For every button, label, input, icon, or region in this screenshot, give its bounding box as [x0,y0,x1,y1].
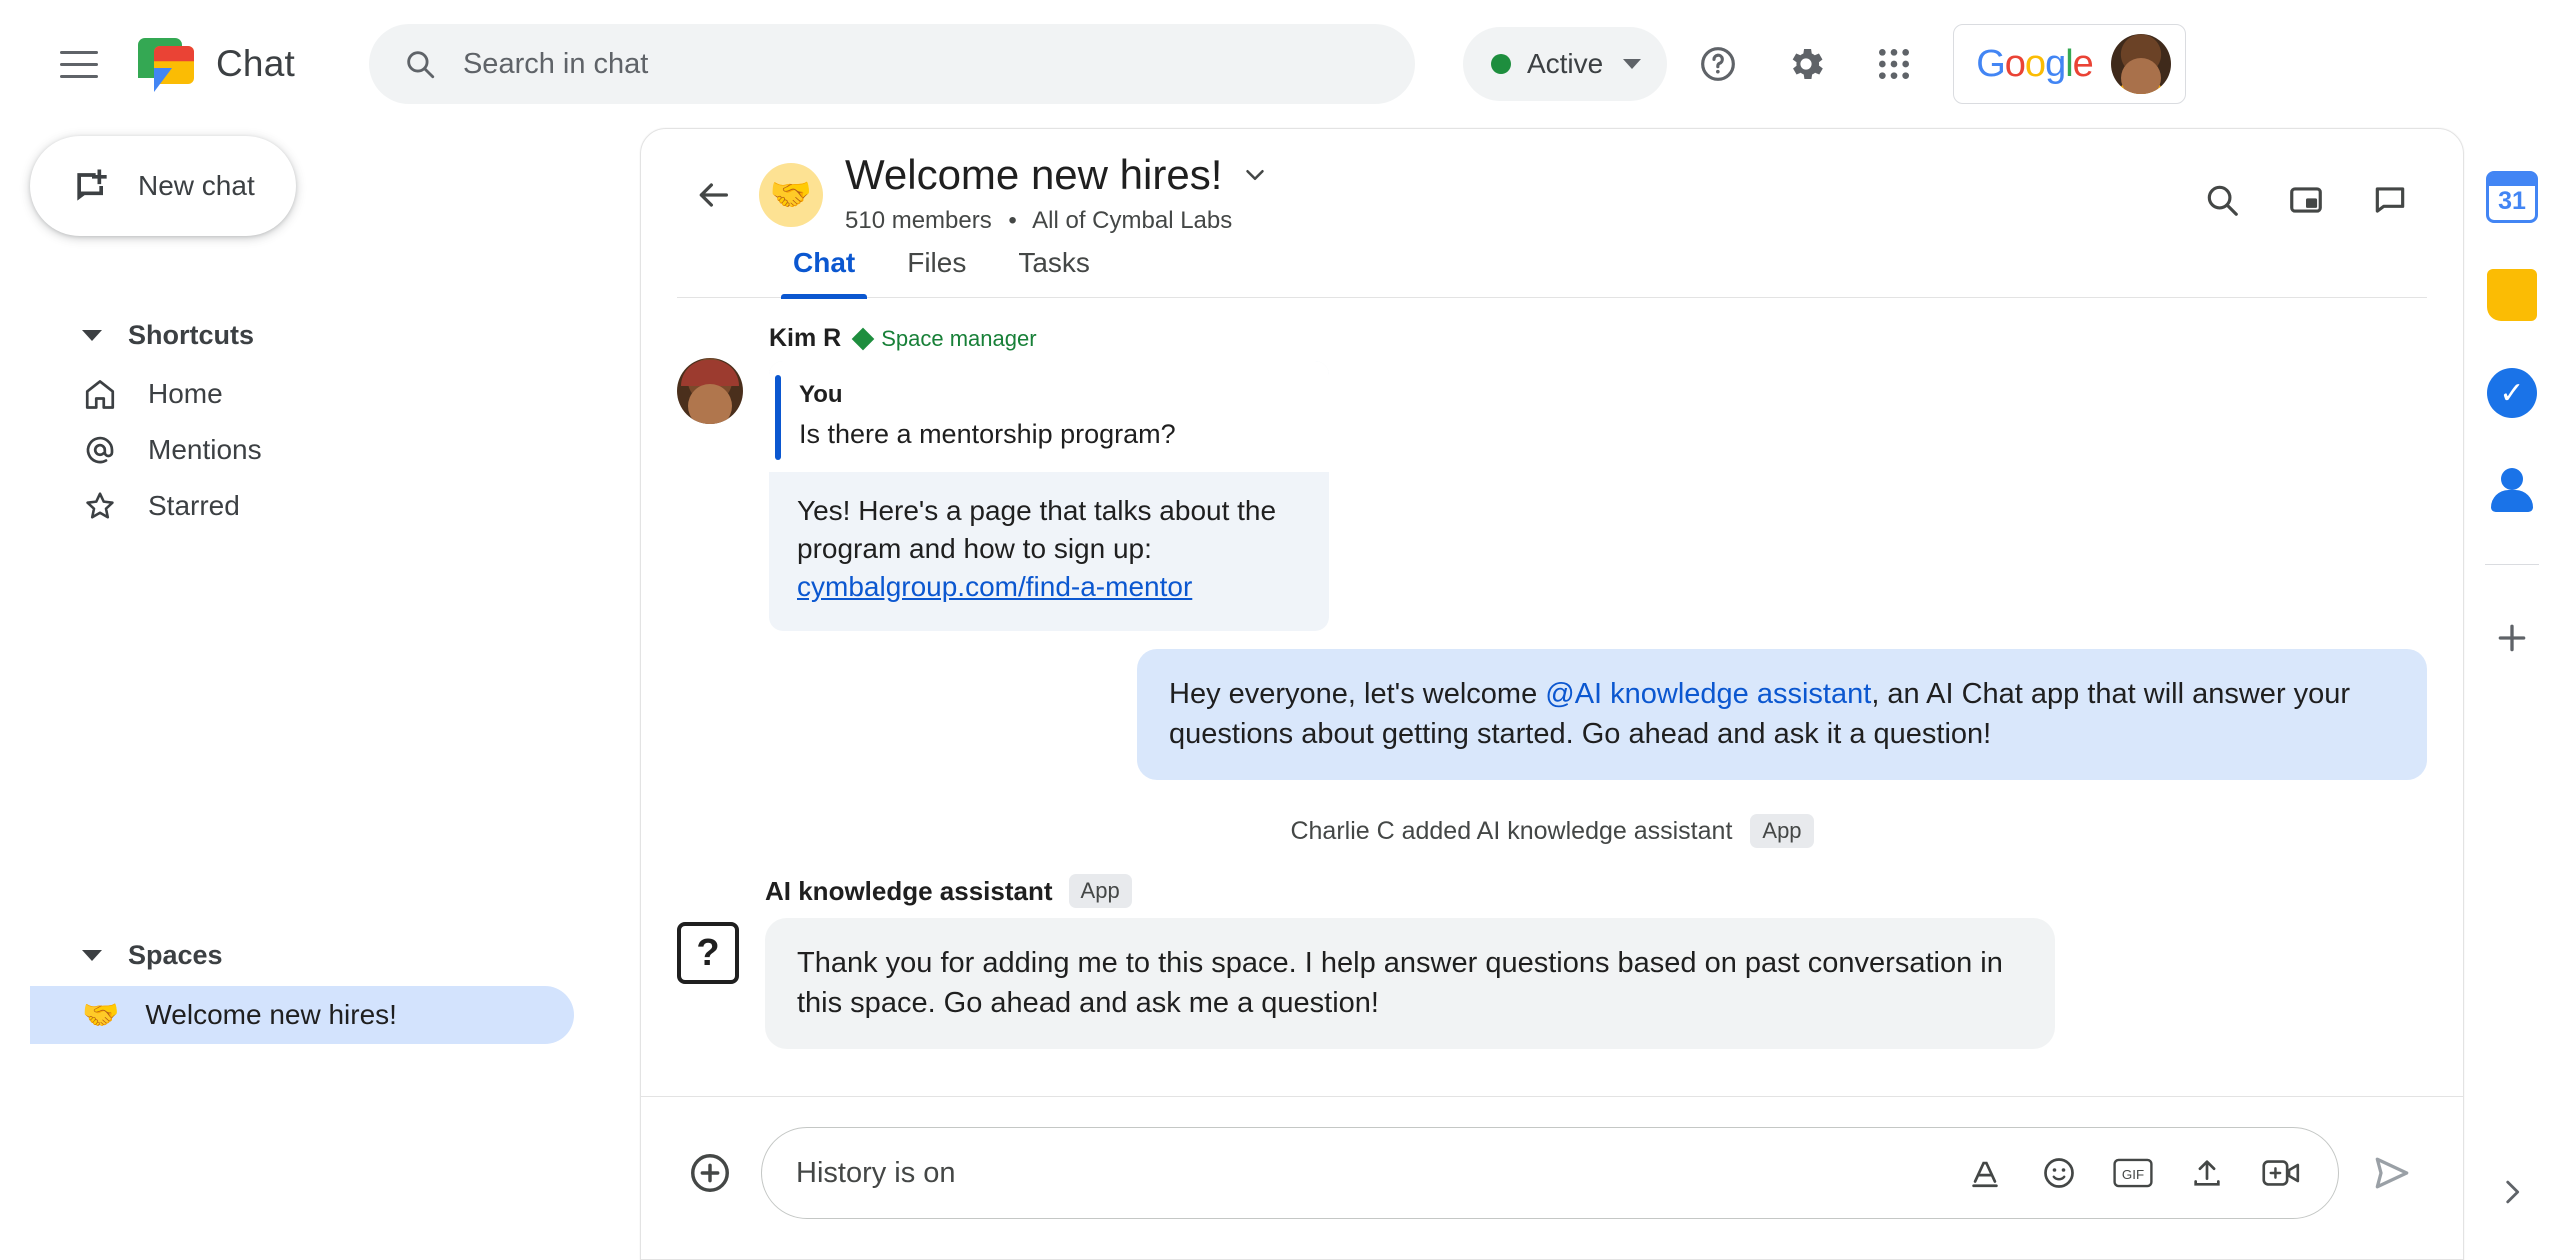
tab-files[interactable]: Files [907,247,967,278]
body [0,128,2560,1260]
system-message-text: Charlie C added AI knowledge assistant [1290,816,1733,845]
chat-logo-icon [138,38,194,90]
quote-reply-text: Yes! Here's a page that talks about the program and how to sign up: [797,495,1277,564]
message-ai-knowledge-assistant [677,874,2427,1049]
tab-tasks[interactable]: Tasks [1018,247,1090,278]
space-avatar: 🤝 [759,163,823,227]
conversation-panel [640,128,2464,1260]
format-text-icon [1968,1156,2002,1190]
sidebar-item-mentions-label: Mentions [148,434,262,465]
quoted-message-card [769,361,1329,631]
contacts-icon [2487,466,2537,516]
sidebar-item-home-label: Home [148,378,223,409]
add-attachment-button[interactable] [677,1140,743,1206]
subtitle-separator: • [1008,207,1017,234]
open-in-picture-button[interactable] [2269,163,2343,237]
star-icon [82,488,118,524]
sidebar-item-home[interactable] [30,366,600,422]
chevron-down-icon [82,950,102,961]
picture-in-picture-icon [2287,181,2325,219]
apps-grid-icon [1874,44,1914,84]
sidebar [0,128,640,1260]
status-label: Active [1526,48,1604,79]
conversation-header [641,129,2463,298]
account-box[interactable] [1953,24,2186,104]
tab-chat[interactable]: Chat [767,247,881,297]
chevron-down-icon [82,330,102,341]
bot-name: AI knowledge assistant [765,875,1053,906]
avatar[interactable] [2111,34,2171,94]
google-letter-g: G [1976,42,2005,85]
plus-circle-icon [687,1150,733,1196]
tasks-icon: ✓ [2487,368,2537,418]
emoji-icon [2041,1155,2077,1191]
search-placeholder: Search in chat [462,47,649,80]
emoji-button[interactable] [2030,1144,2088,1202]
help-button[interactable] [1681,27,1755,101]
outgoing-text-before: Hey everyone, let's welcome [1169,678,1546,711]
sidebar-item-starred[interactable] [30,478,600,534]
upload-button[interactable] [2178,1144,2236,1202]
handshake-icon: 🤝 [82,998,120,1032]
tasks-button[interactable] [2481,362,2543,424]
quote-text: Is there a mentorship program? [799,419,1176,449]
space-org: All of Cymbal Labs [1032,207,1233,234]
chevron-down-icon [1623,59,1641,69]
top-bar [0,0,2560,128]
back-button[interactable] [677,159,749,231]
side-panel-rail [2464,128,2560,1260]
google-letter-o2: o [2024,42,2046,85]
video-meeting-button[interactable] [2252,1144,2310,1202]
sidebar-item-welcome-new-hires[interactable] [30,986,574,1044]
sidebar-space-label: Welcome new hires! [145,999,397,1030]
help-icon [1698,44,1738,84]
brand-title: Chat [216,43,295,84]
brand [138,38,295,90]
message-list [641,298,2463,1096]
spaces-title: Spaces [128,939,223,970]
outgoing-bubble [1137,649,2427,780]
tab-bar [677,247,2427,298]
new-chat-icon [70,164,114,208]
main-menu-icon[interactable] [40,25,118,103]
question-mark-icon: ? [677,922,739,984]
contacts-button[interactable] [2481,460,2543,522]
page-title: Welcome new hires! [845,151,1223,198]
avatar [677,358,743,424]
message-input[interactable] [761,1127,2339,1219]
incoming-bubble: Thank you for adding me to this space. I help answer questions based on past conversation in this space. Go ahead and ask me a question! [765,918,2055,1049]
shortcuts-section [30,304,640,534]
new-chat-label: New chat [138,170,255,201]
search-in-space-button[interactable] [2185,163,2259,237]
calendar-icon [2486,171,2538,223]
app-chip: App [1069,874,1132,908]
settings-button[interactable] [1769,27,1843,101]
sidebar-item-starred-label: Starred [148,490,240,521]
arrow-left-icon [693,175,733,215]
member-count: 510 members [845,207,992,234]
message-kim-r [677,324,2427,631]
google-letter-o1: o [2004,42,2025,85]
send-icon [2370,1151,2414,1195]
search-icon [2203,181,2241,219]
chevron-down-icon[interactable] [1240,160,1270,190]
search-input[interactable] [369,24,1415,104]
chat-bubble-icon [2371,181,2409,219]
quote-header [769,361,1329,472]
status-dot-icon [1491,54,1511,74]
send-button[interactable] [2357,1138,2427,1208]
keep-button[interactable] [2481,264,2543,326]
divider [2485,564,2539,565]
expand-side-panel-button[interactable] [2482,1162,2542,1222]
at-icon [82,432,118,468]
outgoing-text-after: , an AI Chat app that will answer your questions about getting started. Go ahead and ask it a question! [1169,678,2351,750]
home-icon [82,376,118,412]
system-message [677,814,2427,848]
spaces-header[interactable] [30,924,640,986]
google-letter-e: e [2072,42,2093,85]
google-letter-l: l [2065,42,2073,85]
video-camera-icon [2262,1156,2300,1190]
gear-icon [1785,43,1827,85]
calendar-button[interactable] [2481,166,2543,228]
google-letter-g2: g [2045,42,2066,85]
message-author: Kim R [769,324,842,352]
space-subtitle [845,207,2185,235]
space-manager-label: Space manager [881,325,1037,351]
shortcuts-header[interactable] [30,304,640,366]
quote-author: You [799,381,843,408]
search-icon [403,47,437,81]
status-badge [855,326,1036,352]
sidebar-item-mentions[interactable] [30,422,600,478]
mention-ai-knowledge-assistant[interactable]: @AI knowledge assistant [1545,678,1872,711]
spaces-section [30,924,640,1044]
format-button[interactable] [1956,1144,2014,1202]
message-outgoing [677,649,2427,780]
upload-icon [2190,1156,2224,1190]
keep-icon [2487,269,2537,321]
gif-button[interactable] [2104,1144,2162,1202]
google-apps-button[interactable] [1857,27,1931,101]
google-wordmark [1976,43,2093,86]
status-selector[interactable] [1463,27,1667,101]
composer-placeholder: History is on [796,1156,956,1189]
svg-text:GIF: GIF [2121,1167,2145,1182]
app-chip: App [1750,814,1813,848]
gif-icon [2113,1157,2153,1189]
chevron-right-icon [2495,1175,2529,1209]
shortcuts-title: Shortcuts [128,319,255,350]
composer-area [641,1096,2463,1259]
plus-icon [2492,618,2532,658]
new-chat-button[interactable] [30,136,296,236]
diamond-icon [852,327,875,350]
calendar-day: 31 [2498,187,2526,215]
quote-reply-body [769,472,1329,631]
add-addon-button[interactable] [2481,607,2543,669]
conversation-toggle-button[interactable] [2353,163,2427,237]
mentor-link[interactable]: cymbalgroup.com/find-a-mentor [797,570,1193,602]
